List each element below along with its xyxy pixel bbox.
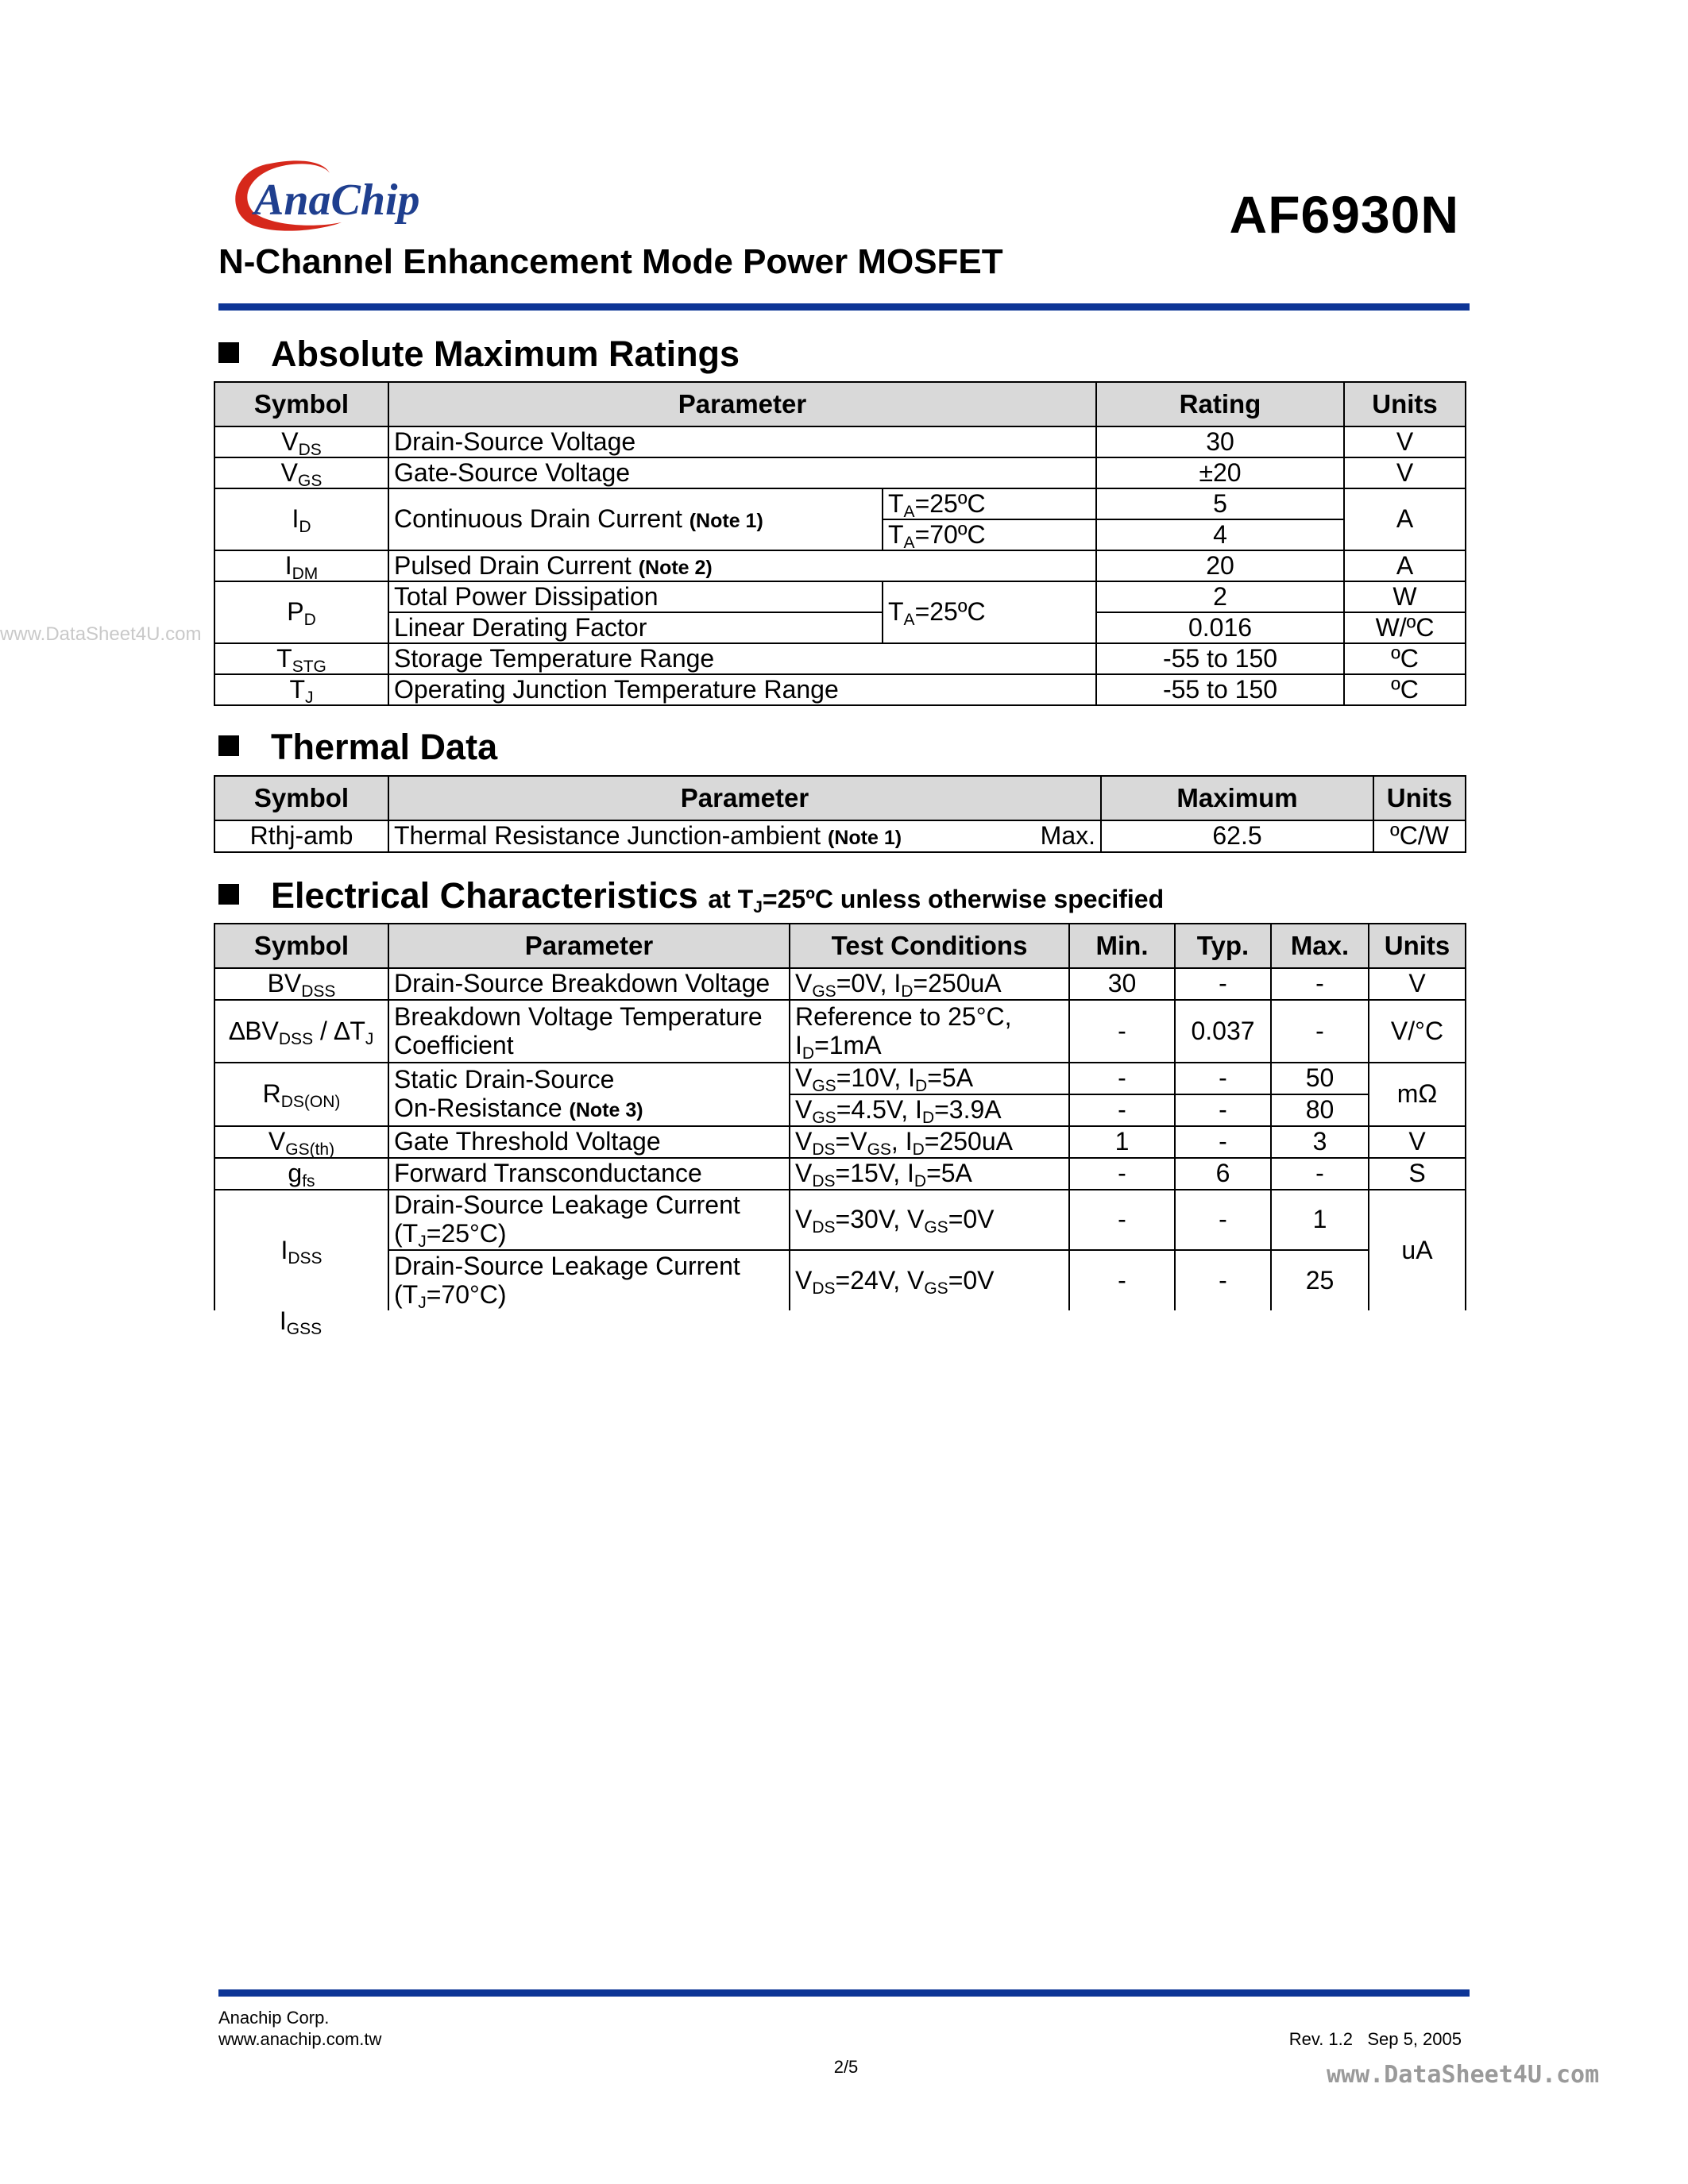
units-cell: ºC [1344, 643, 1466, 674]
condition-cell: Reference to 25°C, $I_D=1mA$ [790, 1000, 1069, 1063]
condition-cell: $T_A=25ºC$ [883, 581, 1096, 643]
col-units: Units [1344, 382, 1466, 426]
condition-cell: $V_{DS}=15V$, $I_D=5A$ [790, 1158, 1069, 1190]
parameter-cell: Static Drain-Source On-Resistance (Note 3) [388, 1063, 790, 1126]
parameter-cell: Forward Transconductance [388, 1158, 790, 1190]
col-symbol: Symbol [214, 776, 388, 820]
max-cell: 80 [1271, 1094, 1369, 1126]
rating-cell: 2 [1096, 581, 1344, 612]
col-max: Max. [1271, 924, 1369, 968]
table-row [214, 1190, 1466, 1250]
col-min: Min. [1069, 924, 1175, 968]
rating-cell: -55 to 150 [1096, 643, 1344, 674]
col-symbol: Symbol [214, 924, 388, 968]
anachip-logo [222, 149, 477, 253]
page-number: 2/5 [833, 2057, 859, 2077]
units-cell: V [1369, 1126, 1466, 1158]
symbol-cell: $R_{DS(ON)}$ [214, 1063, 388, 1126]
table-row [214, 643, 1466, 674]
units-cell: V [1344, 426, 1466, 457]
max-cell: 1 [1271, 1190, 1369, 1250]
units-cell: A [1344, 488, 1466, 550]
parameter-cell: Storage Temperature Range [388, 643, 1096, 674]
units-cell: mΩ [1369, 1063, 1466, 1126]
col-parameter: Parameter [388, 776, 1101, 820]
table-header-row [214, 924, 1466, 968]
page-subtitle: N-Channel Enhancement Mode Power MOSFET [218, 242, 1003, 281]
max-cell: - [1271, 1158, 1369, 1190]
condition-cell: $V_{DS}=V_{GS}$, $I_D=250uA$ [790, 1126, 1069, 1158]
side-watermark: www.DataSheet4U.com [0, 623, 202, 645]
table-row [214, 674, 1466, 705]
units-cell: ºC/W [1373, 820, 1466, 852]
parameter-cell: Drain-Source Voltage [388, 426, 1096, 457]
col-units: Units [1369, 924, 1466, 968]
table-row [214, 457, 1466, 488]
parameter-cell: Drain-Source Breakdown Voltage [388, 968, 790, 1000]
units-cell: S [1369, 1158, 1466, 1190]
col-parameter: Parameter [388, 382, 1096, 426]
rating-cell: -55 to 150 [1096, 674, 1344, 705]
units-cell: uA [1369, 1190, 1466, 1310]
min-cell: - [1069, 1000, 1175, 1063]
symbol-cell: $V_{DS}$ [214, 426, 388, 457]
typ-cell: 0.037 [1175, 1000, 1271, 1063]
igss-symbol: $I_{GSS}$ [279, 1306, 323, 1338]
condition-cell: $T_A=70ºC$ [883, 519, 1096, 550]
table-row [214, 820, 1466, 852]
table-row [214, 612, 1466, 643]
footer-watermark: www.DataSheet4U.com [1327, 2061, 1600, 2089]
bullet-square-icon [218, 342, 239, 363]
col-maximum: Maximum [1101, 776, 1373, 820]
min-cell: - [1069, 1094, 1175, 1126]
min-cell: 1 [1069, 1126, 1175, 1158]
rating-cell: 5 [1096, 488, 1344, 519]
parameter-cell: Drain-Source Leakage Current $(T_J=70^\circ C)$ [388, 1250, 790, 1310]
symbol-cell: $BV_{DSS}$ [214, 968, 388, 1000]
typ-cell: - [1175, 1094, 1271, 1126]
typ-cell: - [1175, 1250, 1271, 1310]
condition-cell: $V_{DS}=30V$, $V_{GS}=0V$ [790, 1190, 1069, 1250]
abs-max-table [214, 381, 1466, 706]
symbol-cell: $T_J$ [214, 674, 388, 705]
units-cell: W [1344, 581, 1466, 612]
typ-cell: 6 [1175, 1158, 1271, 1190]
table-row [214, 550, 1466, 581]
table-header-row [214, 382, 1466, 426]
condition-cell: $V_{GS}=4.5V$, $I_D=3.9A$ [790, 1094, 1069, 1126]
table-row [214, 1250, 1466, 1310]
parameter-cell: Linear Derating Factor [388, 612, 883, 643]
logo-text: AnaChip [254, 176, 420, 225]
parameter-cell: Total Power Dissipation [388, 581, 883, 612]
table-row [214, 1063, 1466, 1094]
col-symbol: Symbol [214, 382, 388, 426]
units-cell: V [1369, 968, 1466, 1000]
min-cell: - [1069, 1063, 1175, 1094]
condition-cell: $V_{GS}=0V$, $I_D=250uA$ [790, 968, 1069, 1000]
rating-cell: 0.016 [1096, 612, 1344, 643]
condition-cell: $V_{DS}=24V$, $V_{GS}=0V$ [790, 1250, 1069, 1310]
table-row [214, 968, 1466, 1000]
parameter-cell: Thermal Resistance Junction-ambient (Note 1) Max. [388, 820, 1101, 852]
symbol-cell: $V_{GS(th)}$ [214, 1126, 388, 1158]
col-test-conditions: Test Conditions [790, 924, 1069, 968]
typ-cell: - [1175, 1126, 1271, 1158]
max-cell: 3 [1271, 1126, 1369, 1158]
header-rule [218, 303, 1470, 311]
col-typ: Typ. [1175, 924, 1271, 968]
parameter-cell: Gate Threshold Voltage [388, 1126, 790, 1158]
electrical-table [214, 923, 1466, 1310]
section-abs-max-title: Absolute Maximum Ratings [218, 334, 740, 375]
bullet-square-icon [218, 735, 239, 756]
parameter-cell: Operating Junction Temperature Range [388, 674, 1096, 705]
table-row [214, 488, 1466, 519]
rating-cell: 30 [1096, 426, 1344, 457]
section-electrical-title: Electrical Characteristics at $T_J=25ºC$ unless otherwise specified [218, 875, 1164, 916]
max-cell: - [1271, 968, 1369, 1000]
min-cell: - [1069, 1250, 1175, 1310]
symbol-cell: Rthj-amb [214, 820, 388, 852]
units-cell: ºC [1344, 674, 1466, 705]
min-cell: 30 [1069, 968, 1175, 1000]
parameter-cell: Pulsed Drain Current (Note 2) [388, 550, 1096, 581]
table-header-row [214, 776, 1466, 820]
units-cell: V/°C [1369, 1000, 1466, 1063]
symbol-cell: $I_D$ [214, 488, 388, 550]
units-cell: W/ºC [1344, 612, 1466, 643]
condition-cell: $T_A=25ºC$ [883, 488, 1096, 519]
symbol-cell: $T_{STG}$ [214, 643, 388, 674]
maximum-cell: 62.5 [1101, 820, 1373, 852]
symbol-cell: $\Delta BV_{DSS} / \Delta T_J$ [214, 1000, 388, 1063]
col-parameter: Parameter [388, 924, 790, 968]
units-cell: V [1344, 457, 1466, 488]
max-cell: 50 [1271, 1063, 1369, 1094]
units-cell: A [1344, 550, 1466, 581]
table-row [214, 426, 1466, 457]
min-cell: - [1069, 1158, 1175, 1190]
footer-company: Anachip Corp. [218, 2008, 330, 2028]
table-row [214, 1126, 1466, 1158]
symbol-cell: $I_{DM}$ [214, 550, 388, 581]
symbol-cell: $V_{GS}$ [214, 457, 388, 488]
parameter-cell: Continuous Drain Current (Note 1) [388, 488, 883, 550]
rating-cell: 20 [1096, 550, 1344, 581]
symbol-cell: $I_{DSS}$ [214, 1190, 388, 1310]
symbol-cell: $P_D$ [214, 581, 388, 643]
typ-cell: - [1175, 1190, 1271, 1250]
section-thermal-title: Thermal Data [218, 727, 497, 768]
max-cell: - [1271, 1000, 1369, 1063]
footer-rule [218, 1989, 1470, 1997]
typ-cell: - [1175, 968, 1271, 1000]
table-row [214, 581, 1466, 612]
rating-cell: 4 [1096, 519, 1344, 550]
typ-cell: - [1175, 1063, 1271, 1094]
rating-cell: ±20 [1096, 457, 1344, 488]
col-rating: Rating [1096, 382, 1344, 426]
parameter-cell: Gate-Source Voltage [388, 457, 1096, 488]
bullet-square-icon [218, 884, 239, 905]
max-cell: 25 [1271, 1250, 1369, 1310]
table-row [214, 1158, 1466, 1190]
symbol-cell: $g_{fs}$ [214, 1158, 388, 1190]
parameter-cell: Breakdown Voltage Temperature Coefficient [388, 1000, 790, 1063]
col-units: Units [1373, 776, 1466, 820]
footer-website[interactable]: www.anachip.com.tw [218, 2029, 382, 2049]
thermal-table [214, 775, 1466, 853]
table-row [214, 1000, 1466, 1063]
parameter-cell: Drain-Source Leakage Current $(T_J=25^\circ C)$ [388, 1190, 790, 1250]
condition-cell: $V_{GS}=10V$, $I_D=5A$ [790, 1063, 1069, 1094]
footer-revision: Rev. 1.2 Sep 5, 2005 [1288, 2029, 1462, 2049]
part-number: AF6930N [1229, 185, 1459, 244]
min-cell: - [1069, 1190, 1175, 1250]
